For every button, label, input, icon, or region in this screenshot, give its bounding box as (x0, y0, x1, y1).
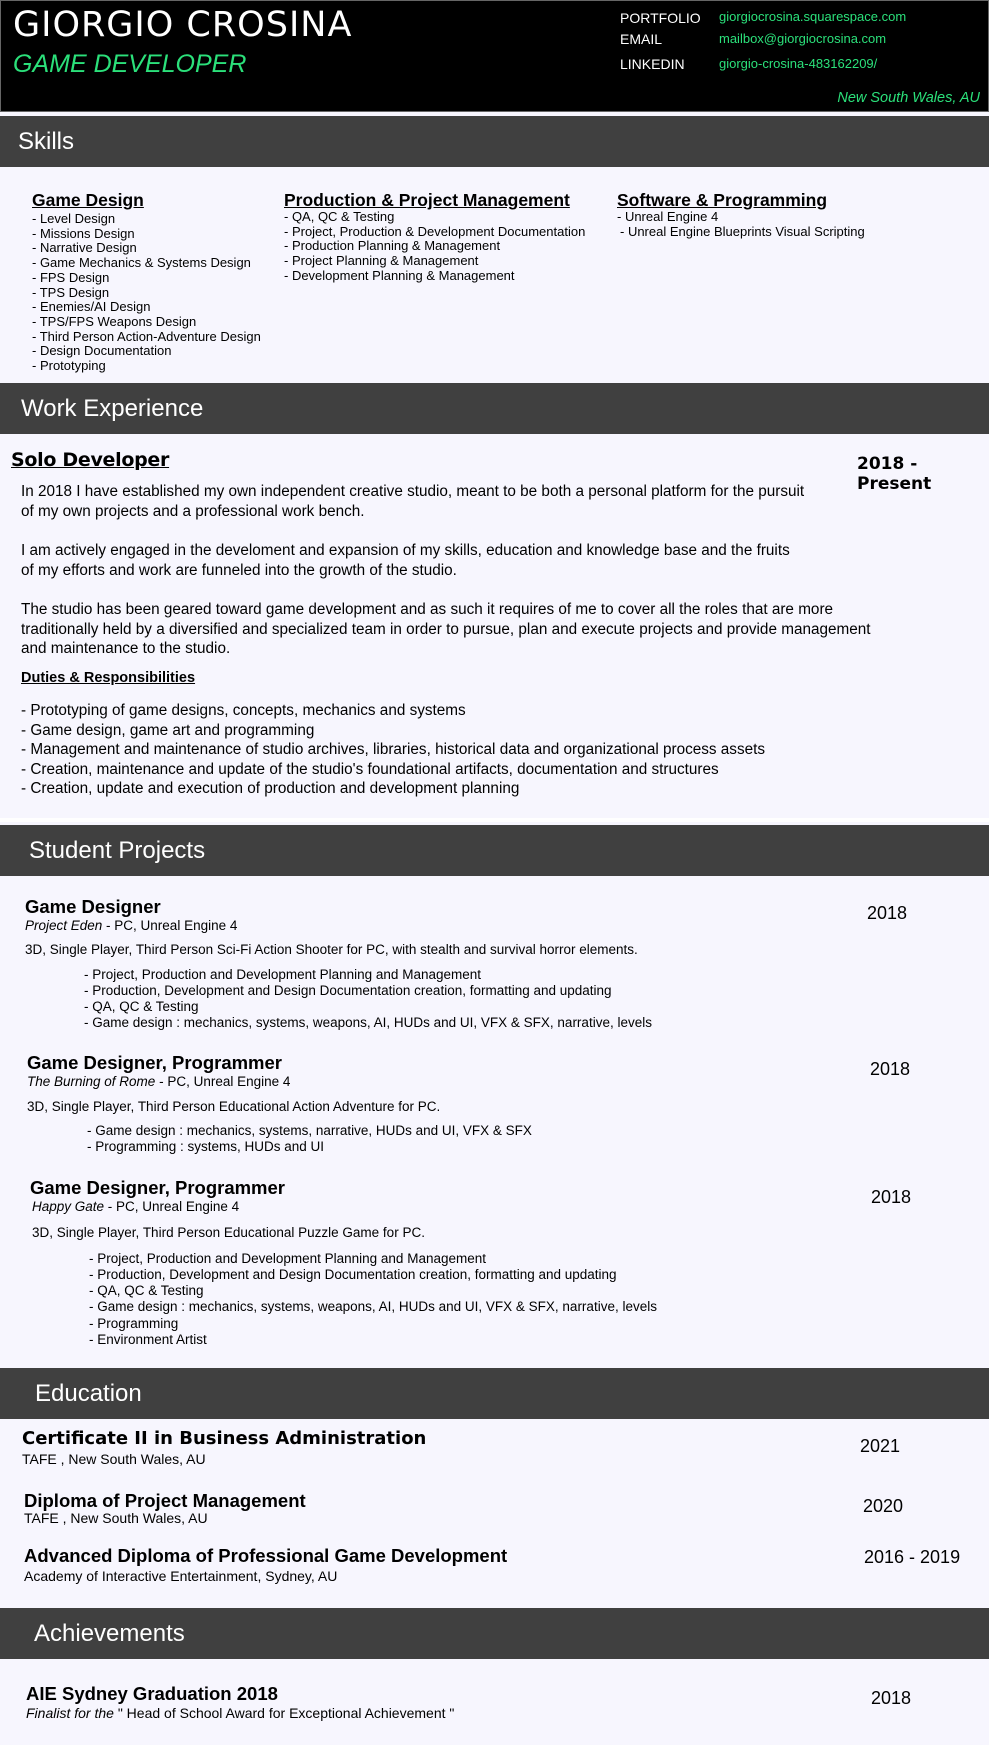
project-platform: - PC, Unreal Engine 4 (104, 1199, 240, 1214)
education-school: TAFE , New South Wales, AU (22, 1451, 206, 1467)
skill-column-software (617, 190, 865, 239)
education-year: 2021 (860, 1436, 901, 1456)
skill-item: - TPS/FPS Weapons Design (32, 313, 197, 329)
portfolio-label: PORTFOLIO (620, 10, 701, 26)
skill-item: - Third Person Action-Adventure Design (32, 328, 261, 344)
skill-item: - Project Planning & Management (284, 253, 479, 269)
projects-heading: Student Projects (29, 837, 206, 864)
education-year: 2020 (863, 1496, 904, 1516)
project-role: Game Designer (25, 896, 161, 917)
achievement-subtitle (26, 1705, 454, 1721)
skill-item: - Level Design (32, 211, 116, 226)
skills-heading: Skills (18, 128, 75, 155)
education-section-bar (0, 1368, 989, 1419)
education-title: Diploma of Project Management (24, 1490, 306, 1511)
projects-section-bar (0, 825, 989, 876)
linkedin-link[interactable]: giorgio-crosina-483162209/ (719, 56, 878, 71)
candidate-role: GAME DEVELOPER (13, 50, 247, 78)
project-title: Project Eden (25, 918, 103, 933)
work-paragraph: In 2018 I have established my own independent creative studio, meant to be both a personal platform for the pursuit of my own projects and a professional work bench. (21, 483, 805, 520)
project-year: 2018 (870, 1059, 911, 1079)
achievement-title: AIE Sydney Graduation 2018 (26, 1683, 278, 1704)
project-bullet: - Production, Development and Design Documentation creation, formatting and updating (84, 983, 612, 998)
skill-column-title: Software & Programming (617, 190, 828, 210)
project-platform: - PC, Unreal Engine 4 (102, 918, 238, 933)
email-link[interactable]: mailbox@giorgiocrosina.com (719, 31, 887, 46)
project-title: Happy Gate (32, 1199, 105, 1214)
achievement-year: 2018 (871, 1688, 912, 1708)
achievement-prefix: Finalist for the (26, 1705, 114, 1721)
project-bullet: - Project, Production and Development Planning and Management (84, 967, 481, 982)
work-section-bar (0, 383, 989, 434)
project-title: The Burning of Rome (27, 1074, 156, 1089)
skill-item: - Development Planning & Management (284, 267, 515, 283)
skill-item: - Prototyping (32, 358, 106, 374)
project-bullet: - Environment Artist (89, 1332, 207, 1347)
project-description: 3D, Single Player, Third Person Educational Puzzle Game for PC. (32, 1225, 425, 1240)
skill-item: - Unreal Engine 4 (617, 209, 719, 224)
project-bullet: - QA, QC & Testing (84, 999, 199, 1014)
portfolio-link[interactable]: giorgiocrosina.squarespace.com (719, 9, 907, 24)
project-bullet: - Programming : systems, HUDs and UI (87, 1139, 325, 1154)
duty-item: - Game design, game art and programming (21, 722, 315, 739)
skill-item: - Enemies/AI Design (32, 299, 151, 315)
project-subtitle (32, 1199, 239, 1214)
duty-item: - Prototyping of game designs, concepts, mechanics and systems (21, 702, 466, 719)
job-date: 2018 - Present (857, 454, 932, 494)
skill-column-title: Game Design (32, 190, 144, 210)
education-school: TAFE , New South Wales, AU (24, 1510, 208, 1526)
project-subtitle (27, 1074, 290, 1089)
project-role: Game Designer, Programmer (30, 1177, 285, 1198)
work-heading: Work Experience (21, 395, 204, 422)
skill-column-game-design (32, 190, 261, 374)
resume-header (0, 0, 989, 112)
candidate-name: GIORGIO CROSINA (13, 5, 353, 45)
skill-column-title: Production & Project Management (284, 190, 570, 210)
project-year: 2018 (871, 1187, 912, 1207)
project-bullet: - Production, Development and Design Documentation creation, formatting and updating (89, 1267, 617, 1282)
job-title: Solo Developer (11, 449, 170, 471)
education-heading: Education (35, 1380, 142, 1407)
skills-section-bar (0, 116, 989, 167)
achievements-section-bar (0, 1608, 989, 1659)
project-subtitle (25, 918, 237, 933)
linkedin-label: LINKEDIN (620, 56, 685, 72)
skill-column-production (284, 190, 585, 284)
project-bullet: - Programming (89, 1316, 179, 1331)
education-title: Advanced Diploma of Professional Game Development (24, 1545, 508, 1566)
skill-item: - Unreal Engine Blueprints Visual Scripting (620, 223, 865, 239)
duty-item: - Creation, maintenance and update of the studio's foundational artifacts, documentation and structures (21, 761, 719, 778)
work-paragraph: The studio has been geared toward game development and as such it requires of me to cover all the roles that are more traditionally held by a diversified and specialized team in order to pursue, plan and execute projects and provide management and maintenance to the studio. (21, 601, 871, 657)
project-platform: - PC, Unreal Engine 4 (155, 1074, 291, 1089)
email-label: EMAIL (620, 31, 663, 47)
education-title: Certificate II in Business Administration (22, 1428, 427, 1449)
project-bullet: - Game design : mechanics, systems, narrative, HUDs and UI, VFX & SFX (87, 1123, 532, 1138)
duty-item: - Management and maintenance of studio archives, libraries, historical data and organizational process assets (21, 741, 766, 758)
project-bullet: - Game design : mechanics, systems, weapons, AI, HUDs and UI, VFX & SFX, narrative, levels (89, 1299, 657, 1314)
project-description: 3D, Single Player, Third Person Sci-Fi Action Shooter for PC, with stealth and survival horror elements. (25, 942, 638, 957)
skill-item: - Missions Design (32, 225, 135, 241)
project-role: Game Designer, Programmer (27, 1052, 282, 1073)
location: New South Wales, AU (837, 90, 980, 106)
section-divider (0, 818, 989, 822)
skill-item: - Narrative Design (32, 240, 137, 256)
skill-item: - QA, QC & Testing (284, 209, 395, 224)
skill-item: - Production Planning & Management (284, 238, 501, 254)
education-year: 2016 - 2019 (864, 1547, 961, 1567)
skill-item: - TPS Design (32, 284, 110, 300)
project-bullet: - QA, QC & Testing (89, 1283, 204, 1298)
duties-title: Duties & Responsibilities (21, 670, 196, 686)
skill-item: - FPS Design (32, 269, 110, 285)
skill-item: - Game Mechanics & Systems Design (32, 255, 251, 271)
work-paragraph: I am actively engaged in the develoment and expansion of my skills, education and knowledge base and the fruits of my efforts and work are funneled into the growth of the studio. (21, 542, 790, 579)
project-bullet: - Project, Production and Development Planning and Management (89, 1251, 486, 1266)
project-bullet: - Game design : mechanics, systems, weapons, AI, HUDs and UI, VFX & SFX, narrative, levels (84, 1015, 652, 1030)
duty-item: - Creation, update and execution of production and development planning (21, 780, 520, 797)
project-description: 3D, Single Player, Third Person Educational Action Adventure for PC. (27, 1099, 441, 1114)
skill-item: - Design Documentation (32, 343, 172, 359)
project-year: 2018 (867, 903, 908, 923)
skill-item: - Project, Production & Development Documentation (284, 223, 586, 239)
achievement-award: " Head of School Award for Exceptional Achievement " (113, 1705, 455, 1721)
education-school: Academy of Interactive Entertainment, Sydney, AU (24, 1568, 338, 1584)
achievements-heading: Achievements (34, 1620, 185, 1647)
